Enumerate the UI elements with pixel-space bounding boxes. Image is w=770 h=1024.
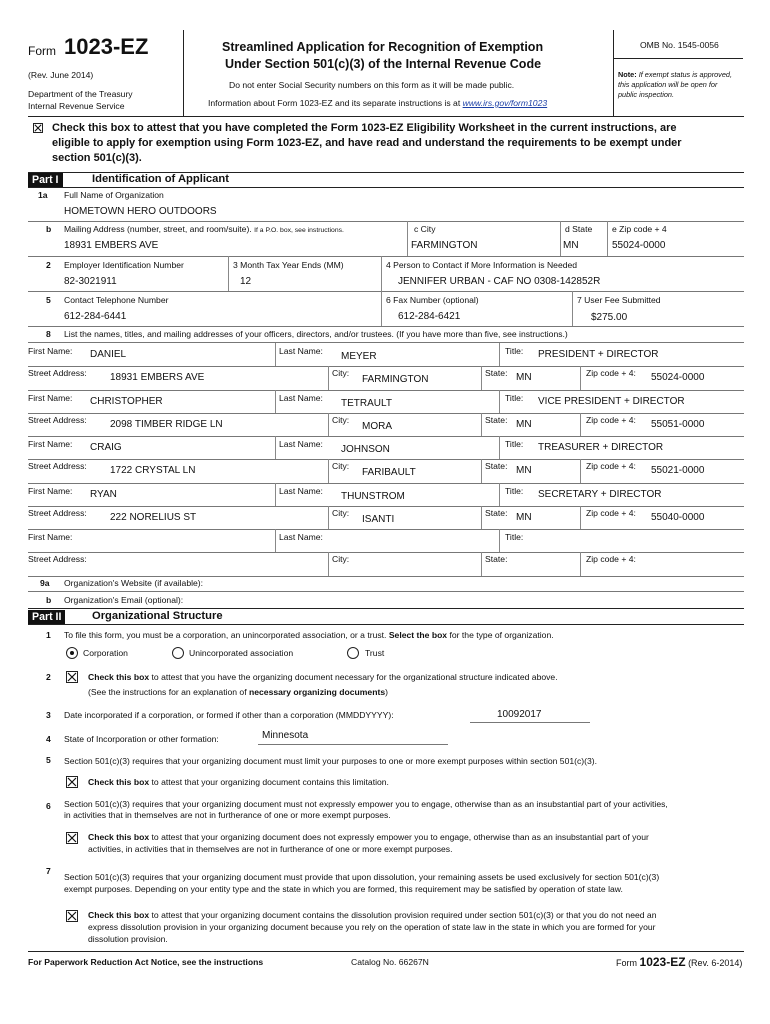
- corporation-label: Corporation: [83, 648, 128, 658]
- date-incorporated-field[interactable]: 10092017: [497, 709, 542, 720]
- q1b-label: Mailing Address (number, street, and room/suite). If a P.O. box, see instructions.: [64, 224, 344, 234]
- first-name-label: First Name:: [28, 346, 73, 356]
- zip-label: Zip code + 4:: [586, 461, 636, 471]
- revision-date: (Rev. June 2014): [28, 70, 94, 80]
- officer-title-field[interactable]: PRESIDENT + DIRECTOR: [538, 349, 659, 360]
- p2-q5-number: 5: [46, 755, 51, 765]
- checkmark-icon: [67, 672, 77, 682]
- agency-name: Internal Revenue Service: [28, 101, 125, 111]
- q6-text: Section 501(c)(3) requires that your organizing document must not expressly empower you to engage, otherwise than as an insubstantial part of your activities, in activities that in themselves are not in furtherance of one or more exempt purposes.: [64, 799, 668, 820]
- title-label: Title:: [505, 485, 524, 496]
- street-address-label: Street Address:: [28, 507, 87, 518]
- officer-city-field[interactable]: ISANTI: [362, 513, 395, 525]
- col-rule: [560, 221, 561, 257]
- q2-number: 2: [46, 260, 51, 270]
- trust-label: Trust: [365, 648, 385, 658]
- col-rule: [580, 506, 581, 530]
- row-rule: [28, 390, 744, 391]
- header-divider-right: [613, 30, 614, 116]
- row-rule: [28, 436, 744, 437]
- col-rule: [381, 291, 382, 327]
- officer-zip-field[interactable]: 55040-0000: [651, 511, 705, 523]
- first-name-label: First Name:: [28, 485, 73, 496]
- col-rule: [607, 221, 608, 257]
- officer-first-name-field[interactable]: DANIEL: [90, 349, 127, 360]
- officer-title-field[interactable]: SECRETARY + DIRECTOR: [538, 488, 662, 500]
- col-rule: [328, 459, 329, 483]
- form-number: 1023-EZ: [64, 34, 149, 59]
- unincorporated-association-label: Unincorporated association: [189, 648, 294, 658]
- q7-checkbox[interactable]: [66, 910, 78, 922]
- form-word: Form: [28, 44, 56, 58]
- q8-label: List the names, titles, and mailing addresses of your officers, directors, and/or trustees. (If you have more than five, see instructions.): [64, 329, 568, 339]
- city-label: City:: [332, 368, 350, 378]
- officer-state-field[interactable]: MN: [516, 418, 532, 430]
- officer-state-field[interactable]: MN: [516, 372, 532, 383]
- title-label: Title:: [505, 532, 524, 542]
- col-rule: [580, 366, 581, 390]
- col-rule: [275, 529, 276, 552]
- city-label: City:: [332, 461, 350, 471]
- last-name-label: Last Name:: [279, 392, 323, 403]
- officer-street-field[interactable]: 2098 TIMBER RIDGE LN: [110, 418, 223, 430]
- p2-q4-number: 4: [46, 734, 51, 744]
- footer-rule: [28, 951, 744, 952]
- q6-checkbox[interactable]: [66, 832, 78, 844]
- col-rule: [381, 256, 382, 292]
- col-rule: [275, 436, 276, 459]
- state-label: State:: [485, 368, 508, 378]
- p2-q1-number: 1: [46, 630, 51, 640]
- row-rule: [28, 529, 744, 530]
- officer-zip-field[interactable]: 55051-0000: [651, 418, 705, 430]
- zip-field[interactable]: 55024-0000: [612, 240, 666, 251]
- public-inspection-note: Note: If exempt status is approved, this application will be open for public inspection.: [618, 70, 732, 99]
- row-rule: [28, 591, 744, 592]
- part2-title: Organizational Structure: [92, 610, 223, 622]
- col-rule: [572, 291, 573, 327]
- col-rule: [481, 552, 482, 576]
- col-rule: [580, 413, 581, 437]
- street-address-label: Street Address:: [28, 461, 87, 471]
- trust-radio[interactable]: [347, 647, 359, 659]
- last-name-label: Last Name:: [279, 532, 323, 542]
- city-label: City:: [332, 507, 350, 518]
- col-rule: [481, 459, 482, 483]
- part2-top-rule: [28, 608, 744, 609]
- col-rule: [499, 483, 500, 506]
- q1a-number: 1a: [38, 190, 48, 200]
- col-rule: [228, 256, 229, 292]
- phone-field[interactable]: 612-284-6441: [64, 311, 127, 322]
- row-rule: [28, 483, 744, 484]
- officer-first-name-field[interactable]: CHRISTOPHER: [90, 395, 163, 407]
- part1-label: Part I: [28, 173, 63, 187]
- first-name-label: First Name:: [28, 392, 73, 403]
- field-underline: [470, 722, 590, 723]
- catalog-number: Catalog No. 66267N: [351, 957, 429, 967]
- info-text: Information about Form 1023-EZ and its separate instructions is at www.irs.gov/form1023: [208, 98, 548, 108]
- first-name-label: First Name:: [28, 439, 73, 449]
- p2-q7-number: 7: [46, 866, 51, 876]
- zip-label: Zip code + 4:: [586, 507, 636, 518]
- department-name: Department of the Treasury: [28, 89, 133, 99]
- q6-check-text: Check this box to attest that your organizing document does not expressly empower you to engage, otherwise than as an insubstantial part of your activities, in activities that in themselves are not in furtherance of one or more exempt purposes.: [88, 832, 649, 854]
- zip-label: Zip code + 4:: [586, 368, 636, 378]
- corporation-radio[interactable]: [66, 647, 78, 659]
- q2-label: Employer Identification Number: [64, 260, 184, 270]
- col-rule: [499, 529, 500, 552]
- paperwork-notice: For Paperwork Reduction Act Notice, see the instructions: [28, 957, 264, 967]
- p2-q3-number: 3: [46, 710, 51, 720]
- officer-city-field[interactable]: FARIBAULT: [362, 467, 416, 478]
- q9b-label: Organization's Email (optional):: [64, 595, 184, 605]
- officer-state-field[interactable]: MN: [516, 465, 532, 476]
- q3-text: Date incorporated if a corporation, or formed if other than a corporation (MMDDYYYY):: [64, 710, 394, 720]
- zip-label: Zip code + 4:: [586, 554, 636, 564]
- checkmark-icon: [67, 911, 77, 921]
- officer-city-field[interactable]: FARMINGTON: [362, 374, 429, 385]
- form-title-line2: Under Section 501(c)(3) of the Internal Revenue Code: [225, 57, 542, 71]
- unincorporated-association-radio[interactable]: [172, 647, 184, 659]
- q2-checkbox[interactable]: [66, 671, 78, 683]
- p2-q2-number: 2: [46, 672, 51, 682]
- officer-first-name-field[interactable]: CRAIG: [90, 442, 122, 453]
- street-address-label: Street Address:: [28, 414, 87, 425]
- officer-street-field[interactable]: 1722 CRYSTAL LN: [110, 465, 196, 476]
- q1a-label: Full Name of Organization: [64, 190, 164, 200]
- col-rule: [481, 366, 482, 390]
- last-name-label: Last Name:: [279, 346, 323, 356]
- title-label: Title:: [505, 439, 524, 449]
- eligibility-checkbox[interactable]: [33, 123, 43, 133]
- row-rule: [28, 291, 744, 292]
- q4-label: 4 Person to Contact if More Information is Needed: [386, 260, 578, 270]
- q3-label: 3 Month Tax Year Ends (MM): [233, 260, 344, 270]
- q5-number: 5: [46, 295, 51, 305]
- state-label: State:: [485, 461, 508, 471]
- col-rule: [328, 506, 329, 530]
- row-rule: [28, 221, 744, 222]
- street-address-label: Street Address:: [28, 368, 87, 378]
- q2-text: Check this box to attest that you have the organizing document necessary for the organizational structure indicated above.: [88, 672, 558, 682]
- part2-title-rule: [28, 624, 744, 625]
- officer-street-field[interactable]: 18931 EMBERS AVE: [110, 372, 205, 383]
- footer-form-id: Form 1023-EZ (Rev. 6-2014): [616, 955, 743, 969]
- fax-field[interactable]: 612-284-6421: [398, 311, 461, 322]
- q9a-number: 9a: [40, 578, 50, 588]
- state-label: State:: [485, 414, 508, 425]
- officer-title-field[interactable]: TREASURER + DIRECTOR: [538, 442, 664, 453]
- q5-checkbox[interactable]: [66, 776, 78, 788]
- q1b-number: b: [46, 224, 52, 234]
- officer-last-name-field[interactable]: MEYER: [341, 351, 377, 362]
- omb-divider: [613, 58, 743, 59]
- q4-text: State of Incorporation or other formation:: [64, 734, 219, 744]
- last-name-label: Last Name:: [279, 439, 323, 449]
- zip-label: Zip code + 4:: [586, 414, 636, 425]
- q6-label: 6 Fax Number (optional): [386, 295, 479, 305]
- officer-last-name-field[interactable]: JOHNSON: [341, 444, 390, 455]
- state-label: State:: [485, 507, 508, 518]
- col-rule: [328, 413, 329, 437]
- q7-label: 7 User Fee Submitted: [577, 295, 661, 305]
- org-name-field[interactable]: HOMETOWN HERO OUTDOORS: [64, 206, 217, 217]
- row-rule: [28, 552, 744, 553]
- last-name-label: Last Name:: [279, 485, 323, 496]
- q8-number: 8: [46, 329, 51, 339]
- col-rule: [499, 436, 500, 459]
- col-rule: [580, 552, 581, 576]
- state-label: State:: [485, 554, 508, 564]
- row-rule: [28, 366, 744, 367]
- row-rule: [28, 506, 744, 507]
- row-rule: [28, 459, 744, 460]
- row-rule: [28, 342, 744, 343]
- q5-label: Contact Telephone Number: [64, 295, 169, 305]
- q7-check-text: Check this box to attest that your organizing document contains the dissolution provision required under section 501(c)(3) or that you do not need an express dissolution provision in your organizing document because you rely on the operation of state law in the state in which you are formed for your dissolution provision.: [88, 910, 657, 944]
- state-of-incorporation-field[interactable]: Minnesota: [262, 730, 309, 741]
- tax-month-field[interactable]: 12: [240, 276, 252, 287]
- checkmark-icon: [67, 833, 77, 843]
- city-label: City:: [332, 554, 350, 564]
- header-bottom-rule: [28, 116, 744, 117]
- q9b-number: b: [46, 595, 52, 605]
- state-field[interactable]: MN: [563, 240, 579, 251]
- contact-person-field[interactable]: JENNIFER URBAN - CAF NO 0308-142852R: [398, 276, 601, 287]
- q1d-label: d State: [565, 224, 593, 234]
- col-rule: [481, 506, 482, 530]
- q9a-label: Organization's Website (if available):: [64, 578, 204, 588]
- q5-text: Section 501(c)(3) requires that your organizing document must limit your purposes to one or more exempt purposes within section 501(c)(3).: [64, 756, 598, 766]
- row-rule: [28, 256, 744, 257]
- officer-street-field[interactable]: 222 NORELIUS ST: [110, 511, 197, 523]
- officer-last-name-field[interactable]: THUNSTROM: [341, 490, 405, 502]
- col-rule: [328, 552, 329, 576]
- col-rule: [407, 221, 408, 257]
- checkmark-icon: [34, 124, 42, 132]
- checkmark-icon: [67, 777, 77, 787]
- q1e-label: e Zip code + 4: [612, 224, 667, 234]
- form-title-line1: Streamlined Application for Recognition of Exemption: [222, 40, 544, 54]
- officer-first-name-field[interactable]: RYAN: [90, 488, 117, 500]
- irs-link[interactable]: www.irs.gov/form1023: [462, 98, 548, 108]
- part1-title: Identification of Applicant: [92, 173, 229, 185]
- officer-title-field[interactable]: VICE PRESIDENT + DIRECTOR: [538, 395, 685, 407]
- col-rule: [481, 413, 482, 437]
- officer-zip-field[interactable]: 55021-0000: [651, 465, 705, 476]
- field-underline: [258, 744, 448, 745]
- ssn-notice: Do not enter Social Security numbers on this form as it will be made public.: [229, 80, 515, 90]
- row-rule: [28, 326, 744, 327]
- title-label: Title:: [505, 392, 524, 403]
- col-rule: [580, 459, 581, 483]
- user-fee-field[interactable]: $275.00: [591, 312, 628, 323]
- officer-zip-field[interactable]: 55024-0000: [651, 372, 705, 383]
- col-rule: [275, 343, 276, 366]
- p2-q6-number: 6: [46, 801, 51, 811]
- q1c-label: c City: [414, 224, 436, 234]
- col-rule: [499, 390, 500, 413]
- mailing-address-field[interactable]: 18931 EMBERS AVE: [64, 240, 159, 251]
- q7-text: Section 501(c)(3) requires that your organizing document must provide that upon dissolution, your remaining assets be used exclusively for section 501(c)(3) exempt purposes. Depending on your entity type and the state in which you are formed, this requirement may be satisfied by operation of state law.: [64, 872, 660, 894]
- q2-subtext: (See the instructions for an explanation of necessary organizing documents): [88, 687, 388, 697]
- street-address-label: Street Address:: [28, 554, 87, 564]
- col-rule: [275, 390, 276, 413]
- officer-last-name-field[interactable]: TETRAULT: [341, 397, 392, 409]
- row-rule: [28, 413, 744, 414]
- title-label: Title:: [505, 346, 524, 356]
- header-divider-left: [183, 30, 184, 116]
- col-rule: [275, 483, 276, 506]
- q5-check-text: Check this box to attest that your organizing document contains this limitation.: [88, 777, 389, 787]
- omb-number: OMB No. 1545-0056: [640, 40, 719, 50]
- part1-title-rule: [28, 187, 744, 188]
- p2-q1-text: To file this form, you must be a corporation, an unincorporated association, or a trust. Select the box for the type of organization.: [64, 630, 554, 640]
- row-rule: [28, 576, 744, 577]
- col-rule: [499, 343, 500, 366]
- officer-city-field[interactable]: MORA: [362, 420, 392, 432]
- city-label: City:: [332, 414, 350, 425]
- col-rule: [328, 366, 329, 390]
- part2-label: Part II: [28, 610, 65, 624]
- eligibility-attestation: Check this box to attest that you have completed the Form 1023-EZ Eligibility Worksheet in the current instructions, are eligible to apply for exemption using Form 1023-EZ, and have read and understand the requirements to be exempt under section 501(c)(3).: [52, 122, 682, 164]
- city-field[interactable]: FARMINGTON: [411, 240, 478, 251]
- first-name-label: First Name:: [28, 532, 73, 542]
- ein-field[interactable]: 82-3021911: [64, 276, 117, 287]
- officer-state-field[interactable]: MN: [516, 511, 532, 523]
